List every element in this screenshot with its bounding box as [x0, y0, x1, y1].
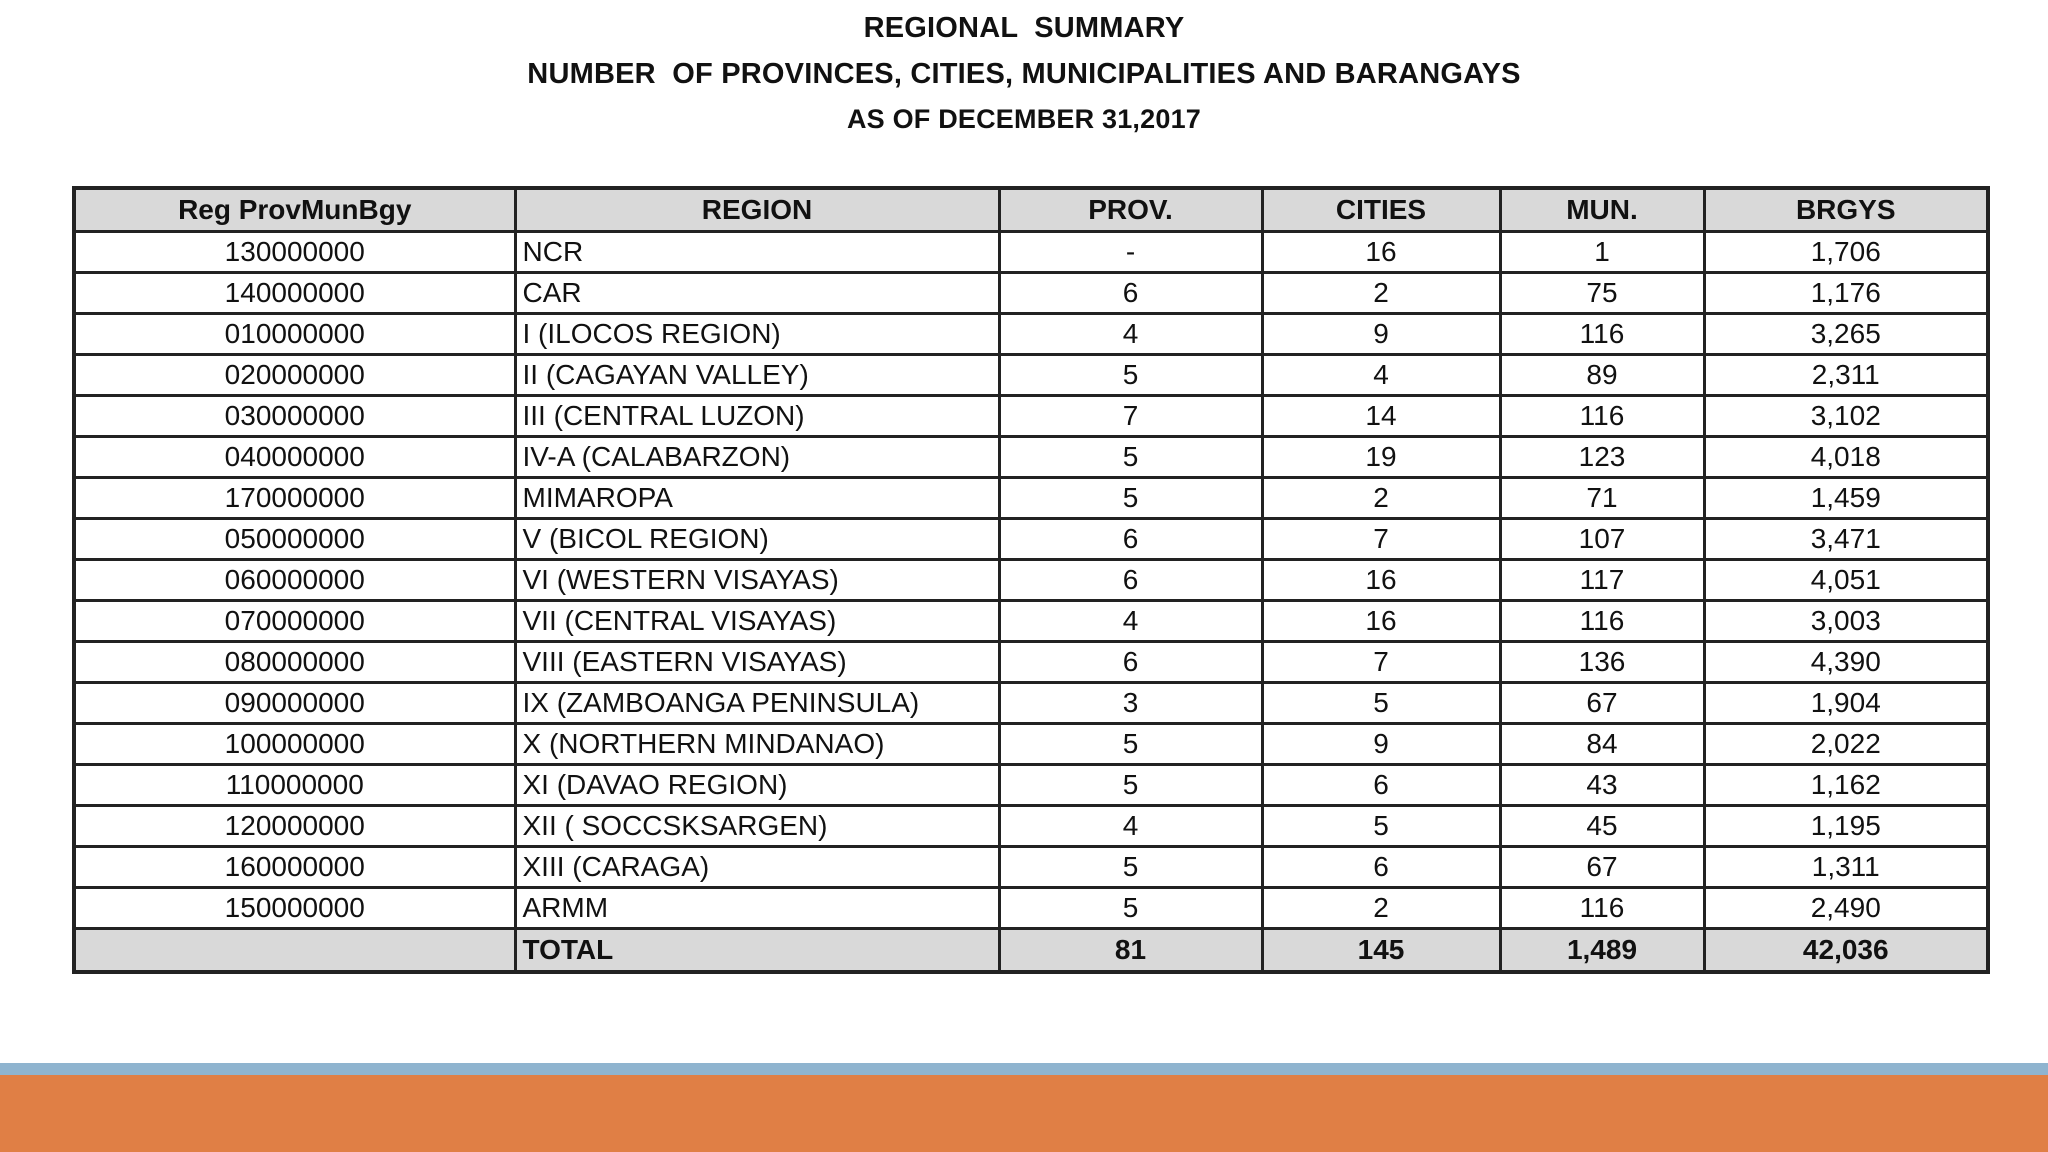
region-code-cell: 030000000: [74, 396, 515, 437]
region-name-cell: III (CENTRAL LUZON): [515, 396, 999, 437]
municipalities-cell: 116: [1500, 396, 1704, 437]
region-code-cell: 110000000: [74, 765, 515, 806]
cities-cell: 2: [1262, 478, 1500, 519]
footer-blue-band: [0, 1063, 2048, 1075]
cities-cell: 2: [1262, 273, 1500, 314]
report-date: AS OF DECEMBER 31,2017: [846, 104, 1202, 134]
region-code-cell: 070000000: [74, 601, 515, 642]
municipalities-cell: 116: [1500, 601, 1704, 642]
provinces-cell: 6: [999, 560, 1262, 601]
table-row: [74, 355, 1988, 396]
provinces-cell: 5: [999, 437, 1262, 478]
municipalities-cell: 67: [1500, 683, 1704, 724]
barangays-cell: 3,265: [1704, 314, 1988, 355]
column-header-region: REGION: [515, 188, 999, 232]
table-row: [74, 724, 1988, 765]
provinces-cell: 6: [999, 273, 1262, 314]
total-row: [74, 929, 1988, 973]
region-code-cell: 140000000: [74, 273, 515, 314]
provinces-cell: 5: [999, 724, 1262, 765]
region-name-cell: IV-A (CALABARZON): [515, 437, 999, 478]
region-code-cell: 090000000: [74, 683, 515, 724]
region-code-cell: 060000000: [74, 560, 515, 601]
municipalities-cell: 107: [1500, 519, 1704, 560]
municipalities-cell: 116: [1500, 888, 1704, 929]
total-barangays: 42,036: [1704, 929, 1988, 973]
barangays-cell: 3,003: [1704, 601, 1988, 642]
municipalities-cell: 1: [1500, 232, 1704, 273]
column-header-code: Reg ProvMunBgy: [74, 188, 515, 232]
cities-cell: 19: [1262, 437, 1500, 478]
total-cities: 145: [1262, 929, 1500, 973]
column-header-cities: CITIES: [1262, 188, 1500, 232]
region-code-cell: 160000000: [74, 847, 515, 888]
cities-cell: 9: [1262, 314, 1500, 355]
region-code-cell: 080000000: [74, 642, 515, 683]
provinces-cell: -: [999, 232, 1262, 273]
table-row: [74, 560, 1988, 601]
barangays-cell: 3,471: [1704, 519, 1988, 560]
region-name-cell: XIII (CARAGA): [515, 847, 999, 888]
cities-cell: 4: [1262, 355, 1500, 396]
total-municipalities: 1,489: [1500, 929, 1704, 973]
cities-cell: 14: [1262, 396, 1500, 437]
region-name-cell: XI (DAVAO REGION): [515, 765, 999, 806]
region-code-cell: 120000000: [74, 806, 515, 847]
report-subtitle: NUMBER OF PROVINCES, CITIES, MUNICIPALITIES AND BARANGAYS: [527, 58, 1521, 90]
region-name-cell: VI (WESTERN VISAYAS): [515, 560, 999, 601]
provinces-cell: 5: [999, 888, 1262, 929]
column-header-barangays: BRGYS: [1704, 188, 1988, 232]
cities-cell: 5: [1262, 683, 1500, 724]
provinces-cell: 5: [999, 478, 1262, 519]
region-name-cell: NCR: [515, 232, 999, 273]
region-code-cell: 100000000: [74, 724, 515, 765]
barangays-cell: 1,706: [1704, 232, 1988, 273]
table-row: [74, 888, 1988, 929]
provinces-cell: 5: [999, 355, 1262, 396]
region-code-cell: 040000000: [74, 437, 515, 478]
table-row: [74, 683, 1988, 724]
cities-cell: 6: [1262, 765, 1500, 806]
table-row: [74, 806, 1988, 847]
cities-cell: 2: [1262, 888, 1500, 929]
region-code-cell: 020000000: [74, 355, 515, 396]
column-header-municipalities: MUN.: [1500, 188, 1704, 232]
table-row: [74, 478, 1988, 519]
region-name-cell: II (CAGAYAN VALLEY): [515, 355, 999, 396]
municipalities-cell: 123: [1500, 437, 1704, 478]
municipalities-cell: 117: [1500, 560, 1704, 601]
total-provinces: 81: [999, 929, 1262, 973]
provinces-cell: 6: [999, 642, 1262, 683]
municipalities-cell: 136: [1500, 642, 1704, 683]
region-code-cell: 150000000: [74, 888, 515, 929]
region-name-cell: MIMAROPA: [515, 478, 999, 519]
provinces-cell: 3: [999, 683, 1262, 724]
region-name-cell: I (ILOCOS REGION): [515, 314, 999, 355]
barangays-cell: 1,904: [1704, 683, 1988, 724]
cities-cell: 16: [1262, 601, 1500, 642]
table-row: [74, 601, 1988, 642]
barangays-cell: 4,018: [1704, 437, 1988, 478]
provinces-cell: 7: [999, 396, 1262, 437]
table-row: [74, 765, 1988, 806]
table-row: [74, 642, 1988, 683]
region-code-cell: 130000000: [74, 232, 515, 273]
table-row: [74, 396, 1988, 437]
barangays-cell: 2,490: [1704, 888, 1988, 929]
barangays-cell: 1,176: [1704, 273, 1988, 314]
barangays-cell: 4,390: [1704, 642, 1988, 683]
barangays-cell: 1,195: [1704, 806, 1988, 847]
barangays-cell: 4,051: [1704, 560, 1988, 601]
municipalities-cell: 71: [1500, 478, 1704, 519]
provinces-cell: 4: [999, 314, 1262, 355]
cities-cell: 5: [1262, 806, 1500, 847]
municipalities-cell: 45: [1500, 806, 1704, 847]
cities-cell: 16: [1262, 232, 1500, 273]
table-header-row: [74, 188, 1988, 232]
region-code-cell: 010000000: [74, 314, 515, 355]
cities-cell: 7: [1262, 519, 1500, 560]
provinces-cell: 4: [999, 601, 1262, 642]
regional-summary-table: [72, 186, 1990, 974]
barangays-cell: 1,459: [1704, 478, 1988, 519]
barangays-cell: 1,311: [1704, 847, 1988, 888]
provinces-cell: 5: [999, 765, 1262, 806]
region-name-cell: ARMM: [515, 888, 999, 929]
table-row: [74, 232, 1988, 273]
region-name-cell: VIII (EASTERN VISAYAS): [515, 642, 999, 683]
region-name-cell: V (BICOL REGION): [515, 519, 999, 560]
region-name-cell: XII ( SOCCSKSARGEN): [515, 806, 999, 847]
table-row: [74, 847, 1988, 888]
provinces-cell: 4: [999, 806, 1262, 847]
municipalities-cell: 89: [1500, 355, 1704, 396]
cities-cell: 7: [1262, 642, 1500, 683]
municipalities-cell: 43: [1500, 765, 1704, 806]
municipalities-cell: 84: [1500, 724, 1704, 765]
barangays-cell: 1,162: [1704, 765, 1988, 806]
region-name-cell: VII (CENTRAL VISAYAS): [515, 601, 999, 642]
table-row: [74, 273, 1988, 314]
table-row: [74, 437, 1988, 478]
region-name-cell: CAR: [515, 273, 999, 314]
total-label: TOTAL: [515, 929, 999, 973]
barangays-cell: 2,022: [1704, 724, 1988, 765]
cities-cell: 9: [1262, 724, 1500, 765]
region-name-cell: X (NORTHERN MINDANAO): [515, 724, 999, 765]
region-name-cell: IX (ZAMBOANGA PENINSULA): [515, 683, 999, 724]
provinces-cell: 6: [999, 519, 1262, 560]
region-code-cell: 170000000: [74, 478, 515, 519]
cities-cell: 16: [1262, 560, 1500, 601]
table-row: [74, 519, 1988, 560]
municipalities-cell: 75: [1500, 273, 1704, 314]
footer-orange-band: [0, 1075, 2048, 1152]
barangays-cell: 2,311: [1704, 355, 1988, 396]
column-header-provinces: PROV.: [999, 188, 1262, 232]
table-body: [74, 232, 1988, 929]
municipalities-cell: 116: [1500, 314, 1704, 355]
table-row: [74, 314, 1988, 355]
municipalities-cell: 67: [1500, 847, 1704, 888]
provinces-cell: 5: [999, 847, 1262, 888]
total-code-cell: [74, 929, 515, 973]
report-title: REGIONAL SUMMARY: [863, 12, 1185, 44]
region-code-cell: 050000000: [74, 519, 515, 560]
cities-cell: 6: [1262, 847, 1500, 888]
barangays-cell: 3,102: [1704, 396, 1988, 437]
